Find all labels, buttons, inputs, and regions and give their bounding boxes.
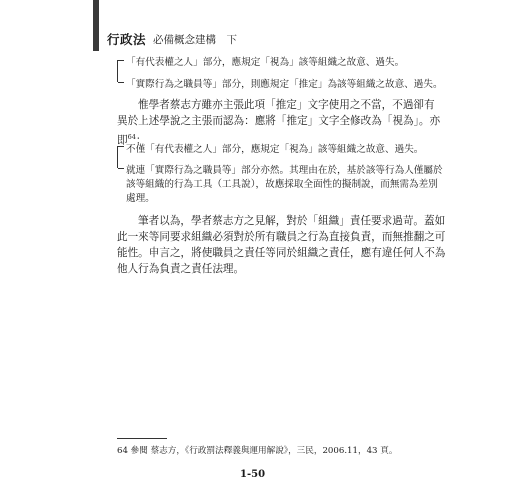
footnote-ref-64[interactable]: 64 <box>127 133 136 141</box>
running-head-subtitle: 必備概念建構 下 <box>153 34 237 46</box>
para1-line-1: 惟學者蔡志方雖亦主張此項「推定」文字使用之不當，不過卻有 <box>138 99 435 111</box>
quote2-line-3: 該等組織的行為工具（工具說），故應採取全面性的擬制說，而無需為差別 <box>126 179 438 190</box>
footnote-64: 64 參閱 蔡志方，《行政罰法釋義與運用解說》，三民，2006.11，43 頁。 <box>117 446 398 456</box>
quote1-line-1: 「有代表權之人」部分，應規定「視為」該等組織之故意、過失。 <box>126 57 405 68</box>
para2-line-2: 此一來等同要求組織必須對於所有職員之行為直接負責，而無推翻之可 <box>117 231 446 243</box>
para1-line-3-tail: ： <box>135 134 147 147</box>
quote2-line-4: 處理。 <box>126 193 155 204</box>
paragraph-2 <box>117 213 446 277</box>
para2-line-4: 他人行為負責之責任法理。 <box>117 263 245 275</box>
para1-line-2: 異於上述學說之主張而認為：應將「推定」文字全修改為「視為」。亦 <box>117 115 441 127</box>
quote1-bracket <box>117 60 118 82</box>
para2-line-3: 能性。申言之，將使職員之責任等同於組織之責任，應有違任何人不為 <box>117 247 446 259</box>
footnote-rule <box>117 438 167 439</box>
para1-line-3-text: 即 <box>117 134 128 147</box>
quote1-line-2: 「實際行為之職員等」部分，則應規定「推定」為該等組織之故意、過失。 <box>126 79 443 90</box>
header-bar <box>93 0 99 51</box>
running-head-title: 行政法 <box>107 32 147 47</box>
page-number: 1-50 <box>240 469 266 480</box>
quote2-line-2: 就連「實際行為之職員等」部分亦然。其理由在於，基於該等行為人僅屬於 <box>126 165 443 176</box>
quote2-line-1: 不僅「有代表權之人」部分，應規定「視為」該等組織之故意、過失。 <box>126 144 424 155</box>
quote2-bracket <box>117 146 118 168</box>
para2-line-1: 筆者以為，學者蔡志方之見解，對於「組織」責任要求過苛。蓋如 <box>138 215 446 227</box>
